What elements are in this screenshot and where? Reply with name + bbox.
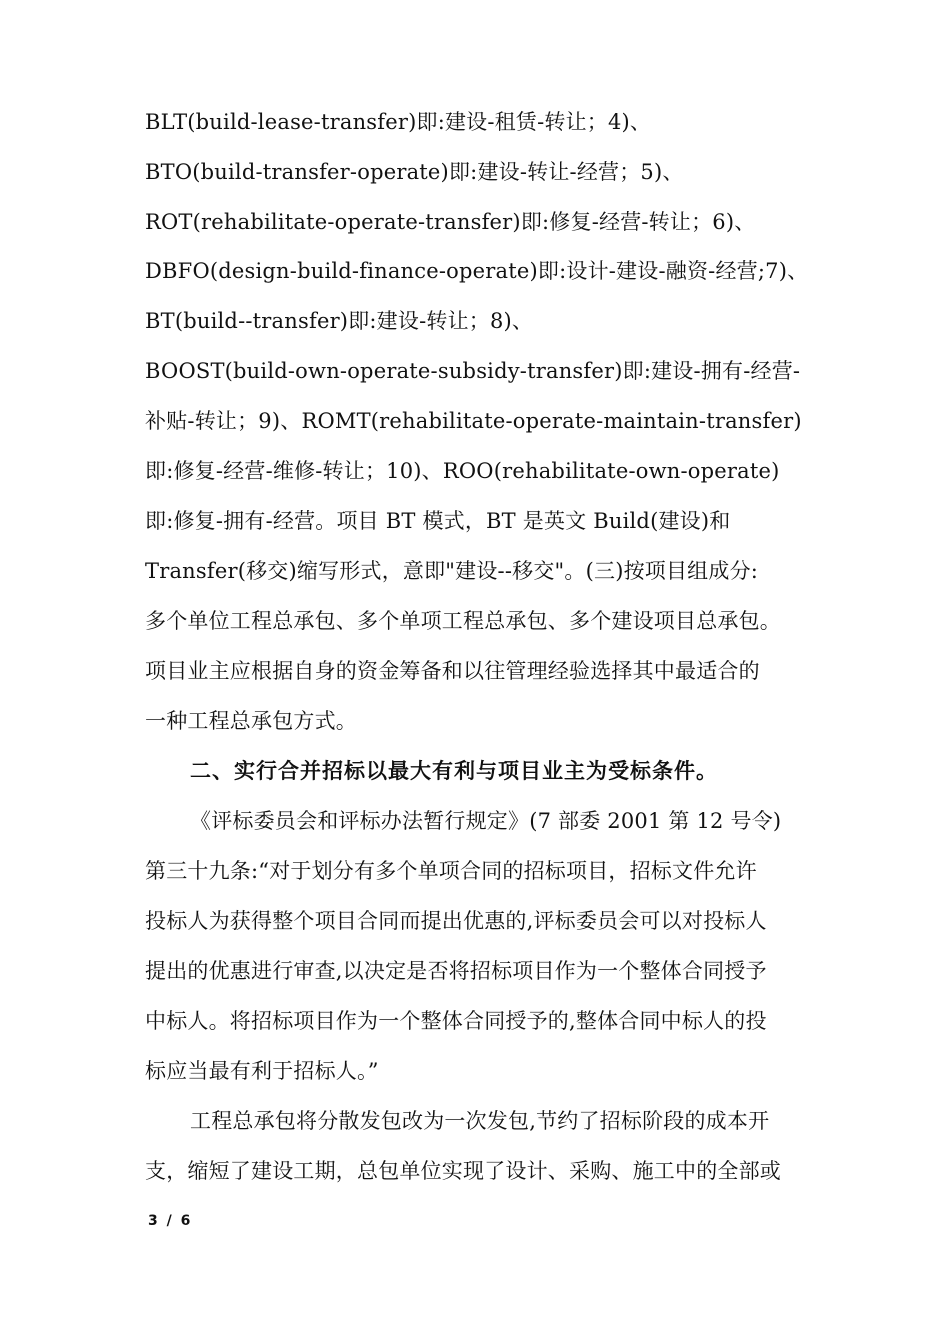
text-line: DBFO(design-build-finance-operate)即:设计-建设-融资-经营;7)、 [145,259,809,283]
section-heading: 二、实行合并招标以最大有利与项目业主为受标条件。 [190,759,718,783]
text-line: 项目业主应根据自身的资金筹备和以往管理经验选择其中最适合的 [145,659,760,683]
text-line: 第三十九条:“对于划分有多个单项合同的招标项目，招标文件允许 [145,859,757,883]
text-line: BOOST(build-own-operate-subsidy-transfer)即:建设-拥有-经营- [145,359,801,383]
text-line: 补贴-转让；9)、ROMT(rehabilitate-operate-maintain-transfer) [145,409,802,433]
text-line: 支，缩短了建设工期，总包单位实现了设计、采购、施工中的全部或 [145,1159,781,1183]
text-line: BTO(build-transfer-operate)即:建设-转让-经营；5)、 [145,160,684,184]
text-line: 投标人为获得整个项目合同而提出优惠的,评标委员会可以对投标人 [145,909,767,933]
page-number: 3 / 6 [148,1213,193,1229]
text-line: BT(build--transfer)即:建设-转让；8)、 [145,309,534,333]
text-line: 标应当最有利于招标人。” [145,1059,379,1083]
text-line: ROT(rehabilitate-operate-transfer)即:修复-经营-转让；6)、 [145,210,756,234]
text-line: 即:修复-经营-维修-转让；10)、ROO(rehabilitate-own-operate) [145,459,780,483]
text-line: Transfer(移交)缩写形式，意即"建设--移交"。(三)按项目组成分: [145,559,759,583]
text-line: 多个单位工程总承包、多个单项工程总承包、多个建设项目总承包。 [145,609,781,633]
text-line: 工程总承包将分散发包改为一次发包,节约了招标阶段的成本开 [190,1109,770,1133]
text-line: 提出的优惠进行审查,以决定是否将招标项目作为一个整体合同授予 [145,959,767,983]
text-line: 《评标委员会和评标办法暂行规定》(7 部委 2001 第 12 号令) [190,809,782,833]
text-line: 中标人。将招标项目作为一个整体合同授予的,整体合同中标人的投 [145,1009,767,1033]
text-line: 即:修复-拥有-经营。项目 BT 模式，BT 是英文 Build(建设)和 [145,509,731,533]
text-line: 一种工程总承包方式。 [145,709,357,733]
text-line: BLT(build-lease-transfer)即:建设-租赁-转让；4)、 [145,110,652,134]
